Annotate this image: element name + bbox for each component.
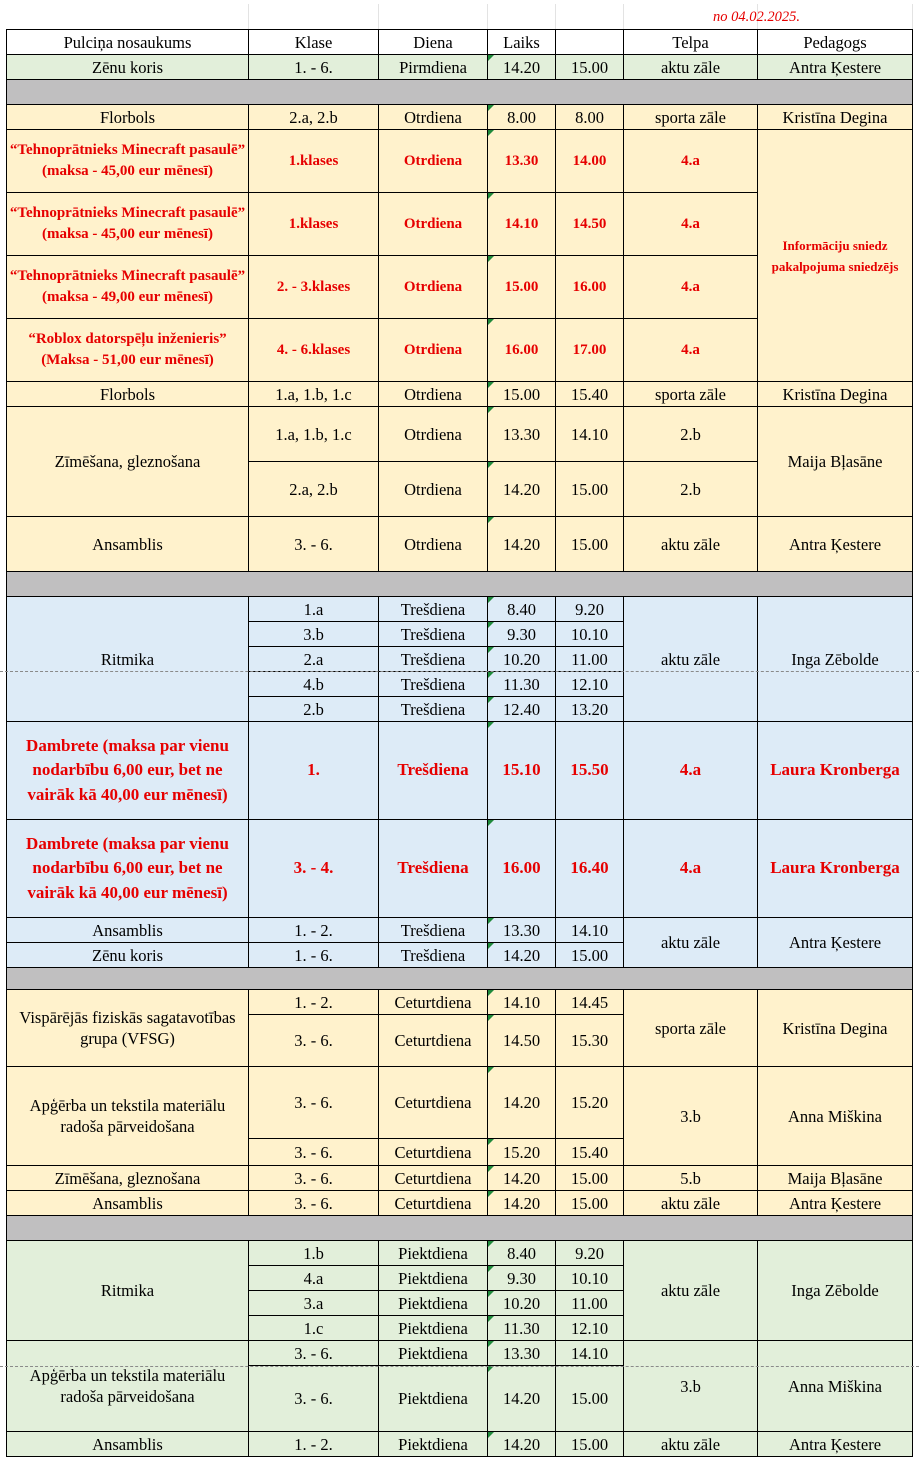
header-activity: Pulciņa nosaukums [6, 29, 249, 55]
day-separator [6, 571, 913, 597]
room-cell: 4.a [623, 255, 758, 319]
class-cell: 2.a, 2.b [248, 461, 379, 517]
class-cell: 1. - 2. [248, 989, 379, 1015]
time-start-cell: 9.30 [487, 621, 556, 647]
day-cell: Otrdiena [378, 104, 488, 130]
time-end-cell: 15.00 [555, 54, 624, 80]
room-cell: 4.a [623, 192, 758, 256]
room-cell: 2.b [623, 406, 758, 462]
class-cell: 1.klases [248, 192, 379, 256]
time-end-cell: 13.20 [555, 696, 624, 722]
room-cell: aktu zāle [623, 1240, 758, 1341]
time-start-cell: 10.20 [487, 1290, 556, 1316]
day-cell: Ceturtdiena [378, 1190, 488, 1216]
room-cell: aktu zāle [623, 1431, 758, 1457]
time-start-cell: 13.30 [487, 406, 556, 462]
activity-cell: Dambrete (maksa par vienu nodarbību 6,00 eur, bet ne vairāk kā 40,00 eur mēnesī) [6, 721, 249, 820]
day-cell: Ceturtdiena [378, 1014, 488, 1067]
class-cell: 1.a, 1.b, 1.c [248, 381, 379, 407]
time-end-cell: 15.00 [555, 516, 624, 572]
day-cell: Trešdiena [378, 721, 488, 820]
time-start-cell: 13.30 [487, 1340, 556, 1366]
time-end-cell: 9.20 [555, 596, 624, 622]
day-cell: Trešdiena [378, 671, 488, 697]
time-start-cell: 14.50 [487, 1014, 556, 1067]
time-end-cell: 14.10 [555, 1340, 624, 1366]
class-cell: 1. - 6. [248, 54, 379, 80]
time-start-cell: 14.20 [487, 1066, 556, 1139]
teacher-cell: Anna Miškina [757, 1340, 913, 1432]
activity-cell: Ansamblis [6, 516, 249, 572]
time-start-cell: 14.20 [487, 942, 556, 968]
time-start-cell: 10.20 [487, 646, 556, 672]
room-cell: aktu zāle [623, 516, 758, 572]
time-start-cell: 8.00 [487, 104, 556, 130]
teacher-cell: Kristīna Degina [757, 989, 913, 1067]
time-start-cell: 14.10 [487, 989, 556, 1015]
class-cell: 4. - 6.klases [248, 318, 379, 382]
class-cell: 3. - 6. [248, 1138, 379, 1166]
day-cell: Trešdiena [378, 942, 488, 968]
activity-cell: Zīmēšana, gleznošana [6, 1165, 249, 1191]
time-end-cell: 15.30 [555, 1014, 624, 1067]
grid-cell [249, 4, 379, 30]
teacher-cell: Laura Kronberga [757, 721, 913, 820]
grid-cell [379, 4, 488, 30]
time-end-cell: 17.00 [555, 318, 624, 382]
class-cell: 2.b [248, 696, 379, 722]
time-end-cell: 15.50 [555, 721, 624, 820]
time-end-cell: 15.40 [555, 1138, 624, 1166]
class-cell: 3.a [248, 1290, 379, 1316]
time-start-cell: 16.00 [487, 819, 556, 918]
day-cell: Pirmdiena [378, 54, 488, 80]
grid-cell [556, 4, 624, 30]
activity-cell: Zēnu koris [6, 54, 249, 80]
time-end-cell: 15.00 [555, 942, 624, 968]
time-end-cell: 14.45 [555, 989, 624, 1015]
teacher-cell: Kristīna Degina [757, 104, 913, 130]
time-end-cell: 15.00 [555, 1190, 624, 1216]
time-end-cell: 10.10 [555, 621, 624, 647]
teacher-cell: Laura Kronberga [757, 819, 913, 918]
activity-cell: “Tehnoprātnieks Minecraft pasaulē” (maksa - 45,00 eur mēnesī) [6, 192, 249, 256]
room-cell: 2.b [623, 461, 758, 517]
day-cell: Otrdiena [378, 461, 488, 517]
time-start-cell: 12.40 [487, 696, 556, 722]
time-start-cell: 14.10 [487, 192, 556, 256]
time-start-cell: 15.20 [487, 1138, 556, 1166]
room-cell: aktu zāle [623, 596, 758, 722]
day-cell: Otrdiena [378, 516, 488, 572]
activity-cell: Florbols [6, 104, 249, 130]
time-start-cell: 14.20 [487, 1165, 556, 1191]
day-cell: Piektdiena [378, 1315, 488, 1341]
teacher-cell: Antra Ķestere [757, 54, 913, 80]
time-start-cell: 15.00 [487, 381, 556, 407]
teacher-cell: Maija Bļasāne [757, 1165, 913, 1191]
activity-cell: Ritmika [6, 596, 249, 722]
day-cell: Trešdiena [378, 819, 488, 918]
time-start-cell: 14.20 [487, 1190, 556, 1216]
header-time-end [555, 29, 624, 55]
room-cell: 4.a [623, 819, 758, 918]
teacher-cell: Inga Zēbolde [757, 596, 913, 722]
day-cell: Piektdiena [378, 1340, 488, 1366]
time-start-cell: 16.00 [487, 318, 556, 382]
activity-cell: Vispārējās fiziskās sagatavotības grupa (VFSG) [6, 989, 249, 1067]
day-cell: Trešdiena [378, 621, 488, 647]
time-start-cell: 14.20 [487, 461, 556, 517]
room-cell: sporta zāle [623, 104, 758, 130]
day-cell: Otrdiena [378, 129, 488, 193]
class-cell: 3. - 6. [248, 1190, 379, 1216]
room-cell: 4.a [623, 318, 758, 382]
time-start-cell: 14.20 [487, 1365, 556, 1432]
day-separator [6, 1215, 913, 1241]
class-cell: 1. - 2. [248, 1431, 379, 1457]
time-end-cell: 15.40 [555, 381, 624, 407]
time-start-cell: 15.10 [487, 721, 556, 820]
header-time-start: Laiks [487, 29, 556, 55]
class-cell: 3.b [248, 621, 379, 647]
time-end-cell: 12.10 [555, 1315, 624, 1341]
class-cell: 2.a [248, 646, 379, 672]
class-cell: 1.klases [248, 129, 379, 193]
time-start-cell: 14.20 [487, 54, 556, 80]
class-cell: 1. - 6. [248, 942, 379, 968]
room-cell: aktu zāle [623, 54, 758, 80]
class-cell: 2. - 3.klases [248, 255, 379, 319]
activity-cell: Ritmika [6, 1240, 249, 1341]
room-cell: 4.a [623, 721, 758, 820]
day-cell: Otrdiena [378, 255, 488, 319]
grid-cell [7, 4, 249, 30]
class-cell: 1.b [248, 1240, 379, 1266]
header-room: Telpa [623, 29, 758, 55]
room-cell: aktu zāle [623, 1190, 758, 1216]
activity-cell: Apģērba un tekstila materiālu radoša pārveidošana [6, 1066, 249, 1166]
class-cell: 3. - 6. [248, 1340, 379, 1366]
day-cell: Trešdiena [378, 696, 488, 722]
activity-cell: Ansamblis [6, 1190, 249, 1216]
teacher-cell: Maija Bļasāne [757, 406, 913, 517]
class-cell: 3. - 6. [248, 516, 379, 572]
day-cell: Trešdiena [378, 596, 488, 622]
teacher-cell: Antra Ķestere [757, 917, 913, 968]
room-cell: 4.a [623, 129, 758, 193]
time-start-cell: 8.40 [487, 1240, 556, 1266]
time-start-cell: 14.20 [487, 516, 556, 572]
time-start-cell: 13.30 [487, 917, 556, 943]
date-note: no 04.02.2025. [713, 8, 800, 25]
day-cell: Trešdiena [378, 917, 488, 943]
time-end-cell: 15.20 [555, 1066, 624, 1139]
room-cell: 5.b [623, 1165, 758, 1191]
header-day: Diena [378, 29, 488, 55]
class-cell: 1. [248, 721, 379, 820]
class-cell: 3. - 6. [248, 1066, 379, 1139]
page-break-line [0, 671, 919, 672]
day-cell: Piektdiena [378, 1365, 488, 1432]
time-end-cell: 14.50 [555, 192, 624, 256]
time-end-cell: 12.10 [555, 671, 624, 697]
time-end-cell: 8.00 [555, 104, 624, 130]
time-end-cell: 16.40 [555, 819, 624, 918]
activity-cell: Ansamblis [6, 917, 249, 943]
time-end-cell: 15.00 [555, 461, 624, 517]
teacher-cell: Kristīna Degina [757, 381, 913, 407]
page-break-line [0, 1366, 919, 1367]
class-cell: 4.a [248, 1265, 379, 1291]
teacher-cell: Antra Ķestere [757, 1431, 913, 1457]
activity-cell: “Tehnoprātnieks Minecraft pasaulē” (maksa - 49,00 eur mēnesī) [6, 255, 249, 319]
activity-cell: Apģērba un tekstila materiālu radoša pārveidošana [6, 1340, 249, 1432]
room-cell: sporta zāle [623, 381, 758, 407]
activity-cell: Florbols [6, 381, 249, 407]
time-start-cell: 8.40 [487, 596, 556, 622]
day-cell: Trešdiena [378, 646, 488, 672]
header-teacher: Pedagogs [757, 29, 913, 55]
time-end-cell: 15.00 [555, 1165, 624, 1191]
class-cell: 3. - 6. [248, 1014, 379, 1067]
activity-cell: Dambrete (maksa par vienu nodarbību 6,00 eur, bet ne vairāk kā 40,00 eur mēnesī) [6, 819, 249, 918]
teacher-cell: Anna Miškina [757, 1066, 913, 1166]
day-cell: Ceturtdiena [378, 1138, 488, 1166]
activity-cell: Zīmēšana, gleznošana [6, 406, 249, 517]
day-cell: Ceturtdiena [378, 1066, 488, 1139]
time-end-cell: 11.00 [555, 646, 624, 672]
time-end-cell: 16.00 [555, 255, 624, 319]
time-start-cell: 11.30 [487, 1315, 556, 1341]
time-end-cell: 9.20 [555, 1240, 624, 1266]
class-cell: 1.c [248, 1315, 379, 1341]
activity-cell: “Tehnoprātnieks Minecraft pasaulē” (maksa - 45,00 eur mēnesī) [6, 129, 249, 193]
time-start-cell: 9.30 [487, 1265, 556, 1291]
time-end-cell: 10.10 [555, 1265, 624, 1291]
room-cell: 3.b [623, 1340, 758, 1432]
day-separator [6, 79, 913, 105]
time-start-cell: 14.20 [487, 1431, 556, 1457]
time-start-cell: 11.30 [487, 671, 556, 697]
day-cell: Piektdiena [378, 1265, 488, 1291]
time-end-cell: 11.00 [555, 1290, 624, 1316]
teacher-cell: Antra Ķestere [757, 516, 913, 572]
time-end-cell: 15.00 [555, 1431, 624, 1457]
class-cell: 1.a, 1.b, 1.c [248, 406, 379, 462]
class-cell: 3. - 6. [248, 1165, 379, 1191]
day-cell: Otrdiena [378, 381, 488, 407]
activity-cell: “Roblox datorspēļu inženieris” (Maksa - 51,00 eur mēnesī) [6, 318, 249, 382]
class-cell: 1. - 2. [248, 917, 379, 943]
day-cell: Otrdiena [378, 192, 488, 256]
activity-cell: Zēnu koris [6, 942, 249, 968]
time-start-cell: 15.00 [487, 255, 556, 319]
day-cell: Piektdiena [378, 1431, 488, 1457]
room-cell: aktu zāle [623, 917, 758, 968]
provider-info: Informāciju sniedz pakalpojuma sniedzējs [757, 129, 913, 382]
activity-cell: Ansamblis [6, 1431, 249, 1457]
day-cell: Piektdiena [378, 1290, 488, 1316]
grid-cell [488, 4, 556, 30]
day-cell: Ceturtdiena [378, 989, 488, 1015]
day-cell: Otrdiena [378, 318, 488, 382]
class-cell: 2.a, 2.b [248, 104, 379, 130]
time-end-cell: 14.10 [555, 406, 624, 462]
day-cell: Piektdiena [378, 1240, 488, 1266]
time-end-cell: 15.00 [555, 1365, 624, 1432]
room-cell: 3.b [623, 1066, 758, 1166]
time-start-cell: 13.30 [487, 129, 556, 193]
teacher-cell: Antra Ķestere [757, 1190, 913, 1216]
day-separator [6, 967, 913, 990]
teacher-cell: Inga Zēbolde [757, 1240, 913, 1341]
class-cell: 1.a [248, 596, 379, 622]
class-cell: 4.b [248, 671, 379, 697]
time-end-cell: 14.00 [555, 129, 624, 193]
class-cell: 3. - 4. [248, 819, 379, 918]
day-cell: Otrdiena [378, 406, 488, 462]
room-cell: sporta zāle [623, 989, 758, 1067]
time-end-cell: 14.10 [555, 917, 624, 943]
day-cell: Ceturtdiena [378, 1165, 488, 1191]
class-cell: 3. - 6. [248, 1365, 379, 1432]
header-class: Klase [248, 29, 379, 55]
